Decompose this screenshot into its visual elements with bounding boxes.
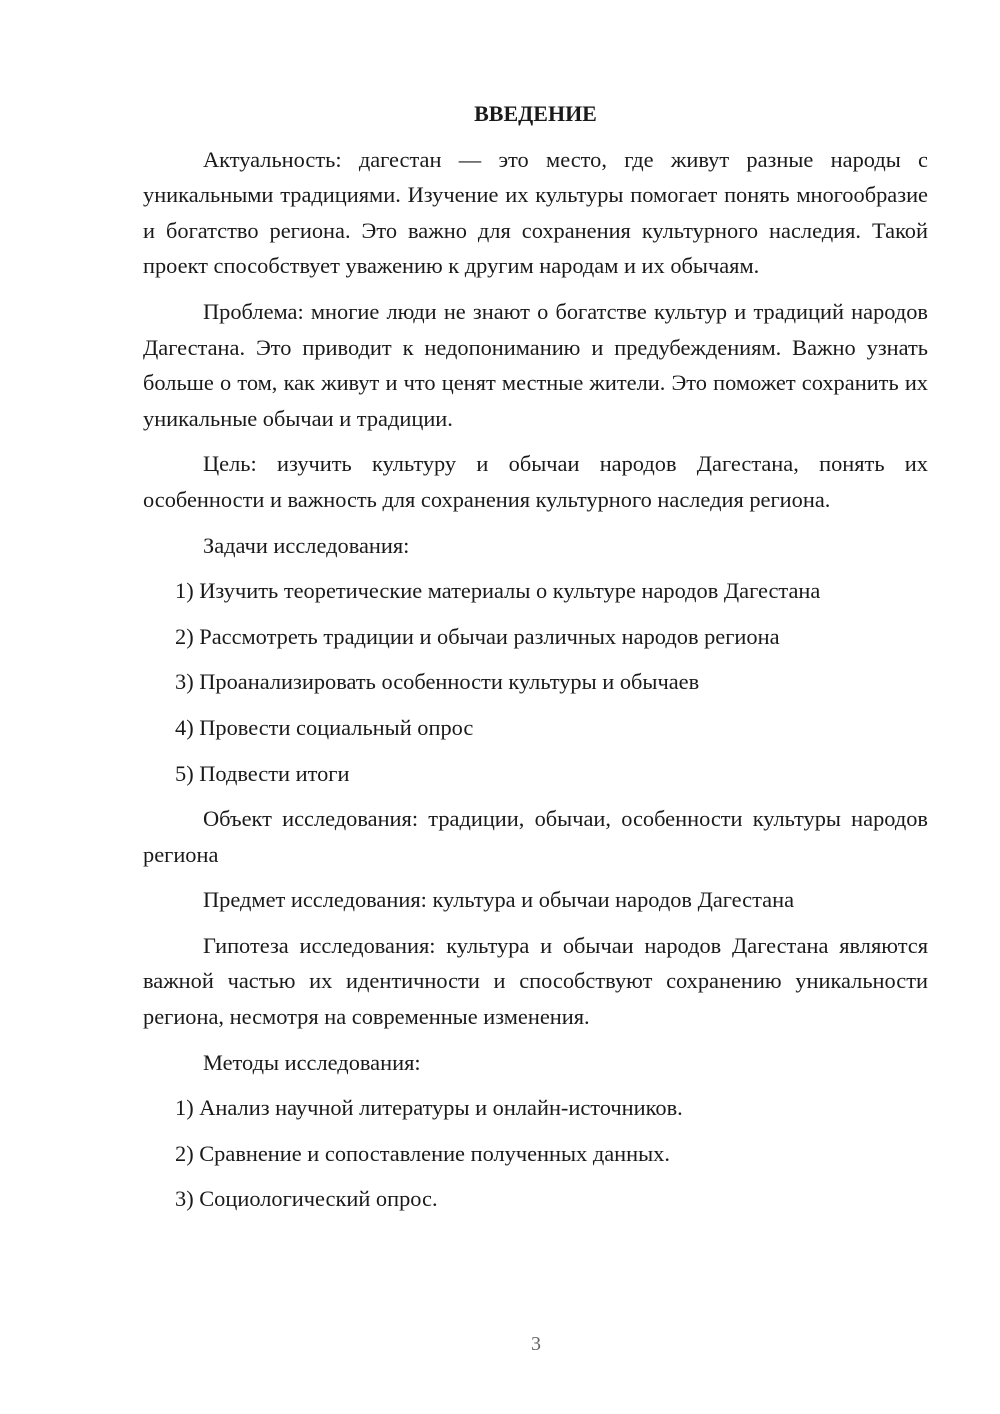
problem-paragraph: Проблема: многие люди не знают о богатстве культур и традиций народов Дагестана. Это приводит к недопониманию и предубеждениям. Важно узнать больше о том, как живут и что ценят местные жители. Это поможет сохранить их уникальные обычаи и традиции. <box>143 298 928 431</box>
task-item: 1) Изучить теоретические материалы о культуре народов Дагестана <box>175 578 821 604</box>
goal-paragraph: Цель: изучить культуру и обычаи народов Дагестана, понять их особенности и важность для сохранения культурного наследия региона. <box>143 451 928 512</box>
method-item: 1) Анализ научной литературы и онлайн-источников. <box>175 1095 683 1121</box>
hypothesis-paragraph: Гипотеза исследования: культура и обычаи народов Дагестана являются важной частью их идентичности и способствуют сохранению уникальности региона, несмотря на современные изменения. <box>143 932 928 1030</box>
task-item: 5) Подвести итоги <box>175 760 350 786</box>
page-number: 3 <box>531 1333 541 1355</box>
methods-title: Методы исследования: <box>203 1049 421 1075</box>
method-item: 3) Социологический опрос. <box>175 1186 438 1212</box>
section-heading: ВВЕДЕНИЕ <box>474 101 597 126</box>
actuality-paragraph: Актуальность: дагестан — это место, где живут разные народы с уникальными традициями. Изучение их культуры помогает понять многообразие и богатство региона. Это важно для сохранения культурного наследия. Такой проект способствует уважению к другим народам и их обычаям. <box>143 146 928 279</box>
subject-paragraph: Предмет исследования: культура и обычаи народов Дагестана <box>203 887 795 913</box>
object-paragraph: Объект исследования: традиции, обычаи, особенности культуры народов региона <box>143 806 928 867</box>
document-body <box>143 96 928 1227</box>
task-item: 3) Проанализировать особенности культуры и обычаев <box>175 669 700 695</box>
task-item: 2) Рассмотреть традиции и обычаи различных народов региона <box>175 623 780 649</box>
method-item: 2) Сравнение и сопоставление полученных данных. <box>175 1140 670 1166</box>
task-item: 4) Провести социальный опрос <box>175 714 474 740</box>
tasks-title: Задачи исследования: <box>203 532 410 558</box>
